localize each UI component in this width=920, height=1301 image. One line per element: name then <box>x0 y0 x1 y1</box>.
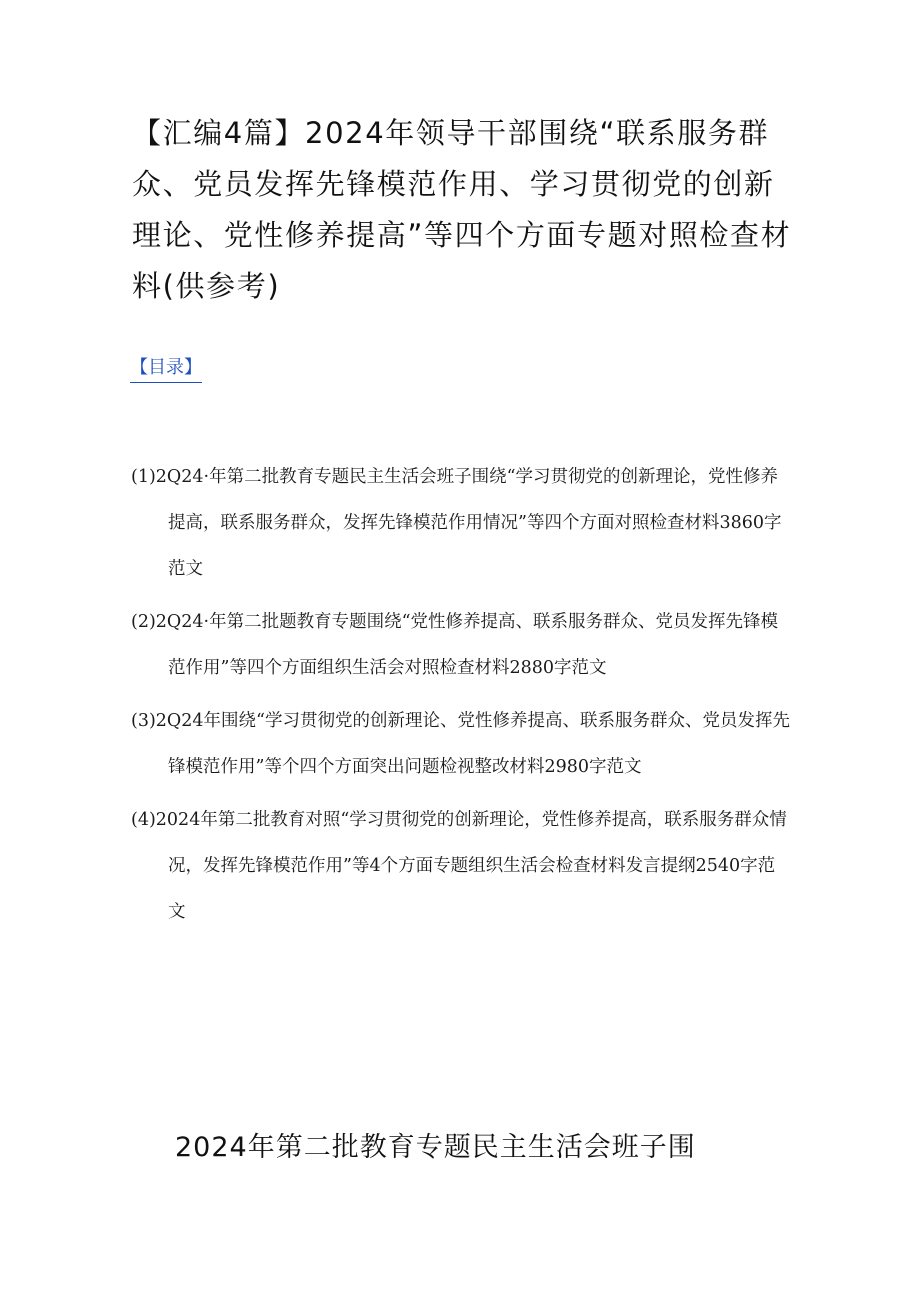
toc-heading-link[interactable]: 【目录】 <box>130 355 202 383</box>
toc-item-3[interactable]: (3)2Q24年围绕“学习贯彻党的创新理论、党性修养提高、联系服务群众、党员发挥先锋模范作用”等个四个方面突出问题检视整改材料2980字范文 <box>131 711 790 777</box>
document-title: 【汇编4篇】2024年领导干部围绕“联系服务群众、党员发挥先锋模范作用、学习贯彻党的创新理论、党性修养提高”等四个方面专题对照检查材料(供参考) <box>132 116 792 303</box>
toc-list <box>131 454 791 942</box>
section-title: 2024年第二批教育专题民主生活会班子围 <box>175 1132 696 1163</box>
toc-item-2[interactable]: (2)2Q24·年第二批题教育专题围绕“党性修养提高、联系服务群众、党员发挥先锋模范作用”等四个方面组织生活会对照检查材料2880字范文 <box>131 612 779 678</box>
toc-item-4[interactable]: (4)2024年第二批教育对照“学习贯彻党的创新理论，党性修养提高，联系服务群众情况，发挥先锋模范作用”等4个方面专题组织生活会检查材料发言提纲2540字范文 <box>131 810 787 922</box>
toc-item-1[interactable]: (1)2Q24·年第二批教育专题民主生活会班子围绕“学习贯彻党的创新理论，党性修养提高，联系服务群众，发挥先锋模范作用情况”等四个方面对照检查材料3860字范文 <box>131 467 782 579</box>
